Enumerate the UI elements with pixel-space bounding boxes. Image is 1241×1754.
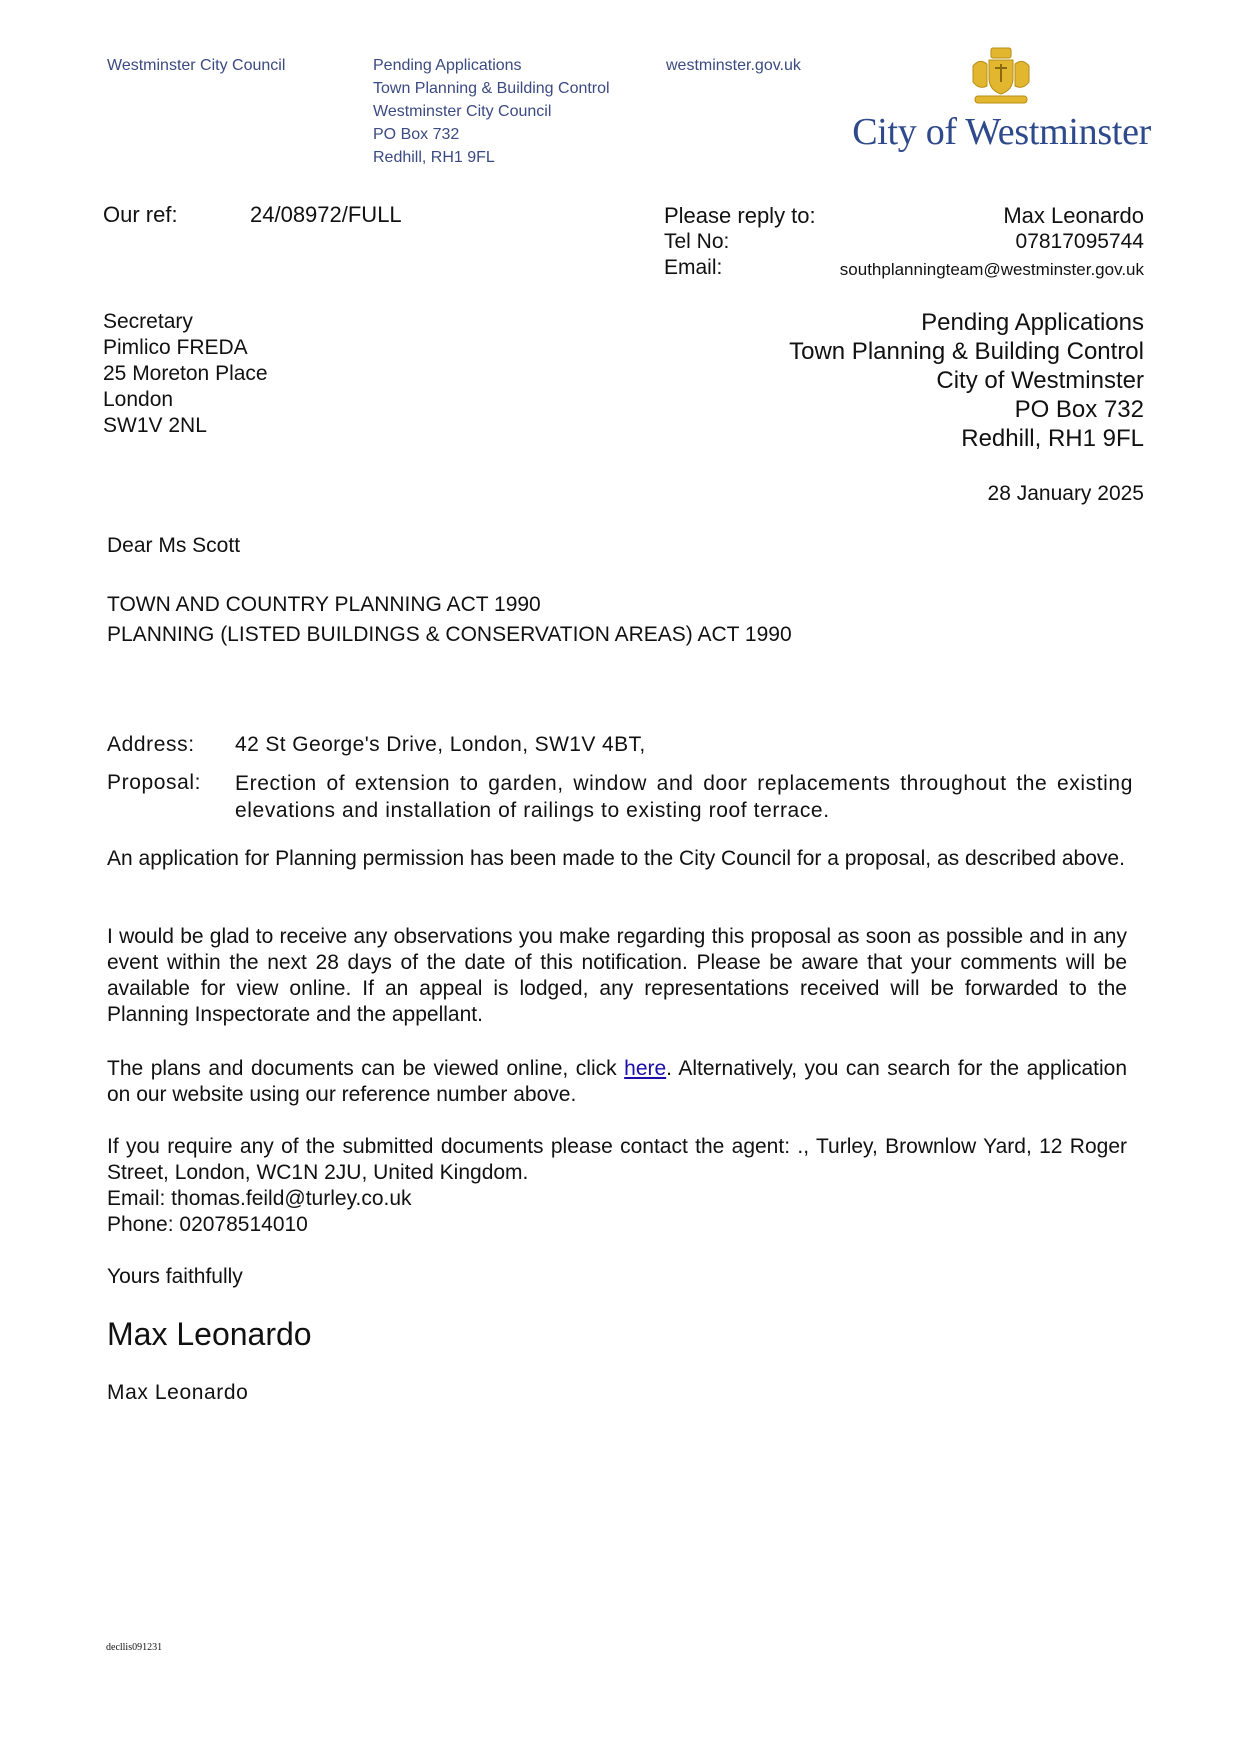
acts-heading: TOWN AND COUNTRY PLANNING ACT 1990 PLANNING (LISTED BUILDINGS & CONSERVATION AREAS) ACT 1990 <box>107 593 792 646</box>
website-link[interactable]: westminster.gov.uk <box>666 57 801 74</box>
signatory-name: Max Leonardo <box>107 1381 249 1404</box>
reference-label: Our ref: <box>103 202 178 227</box>
logo-wordmark: City of Westminster <box>852 111 1151 153</box>
footer-code: decllis091231 <box>106 1642 163 1653</box>
agent-email: Email: thomas.feild@turley.co.uk <box>107 1187 412 1210</box>
reference-value: 24/08972/FULL <box>250 202 402 227</box>
crest-icon <box>965 46 1037 108</box>
sender-address: Pending Applications Town Planning & Building Control City of Westminster PO Box 732 Redhill, RH1 9FL <box>789 309 1144 452</box>
email-label: Email: <box>664 256 723 279</box>
recipient-address: Secretary Pimlico FREDA 25 Moreton Place London SW1V 2NL <box>103 310 268 437</box>
agent-phone: Phone: 02078514010 <box>107 1213 308 1236</box>
reply-name: Max Leonardo <box>1003 203 1144 228</box>
tel-label: Tel No: <box>664 230 730 253</box>
here-link[interactable]: here <box>624 1057 667 1080</box>
address-value: 42 St George's Drive, London, SW1V 4BT, <box>235 733 646 756</box>
paragraph-plans: The plans and documents can be viewed online, click here. Alternatively, you can search for the application on our website using our reference number above. <box>107 1057 1127 1106</box>
department-address: Pending Applications Town Planning & Building Control Westminster City Council PO Box 732 Redhill, RH1 9FL <box>373 57 610 166</box>
proposal-label: Proposal: <box>107 771 202 794</box>
tel-number: 07817095744 <box>1015 230 1144 253</box>
council-name: Westminster City Council <box>107 57 286 74</box>
reply-label: Please reply to: <box>664 203 816 228</box>
city-of-westminster-logo <box>852 46 1155 156</box>
paragraph-agent: If you require any of the submitted documents please contact the agent: ., Turley, Brownlow Yard, 12 Roger Street, London, WC1N 2JU, United Kingdom. Email: thomas.feild@turley.co.uk Phone: 02078514010 <box>107 1135 1127 1236</box>
paragraph-observations: I would be glad to receive any observations you make regarding this proposal as soon as possible and in any event within the next 28 days of the date of this notification. Please be aware that your comments will be available for view online. If an appeal is lodged, any representations received will be forwarded to the Planning Inspectorate and the appellant. <box>107 925 1127 1026</box>
address-label: Address: <box>107 733 195 756</box>
email-address[interactable]: southplanningteam@westminster.gov.uk <box>839 260 1144 279</box>
paragraph-application: An application for Planning permission has been made to the City Council for a proposal, as described above. <box>107 847 1125 870</box>
proposal-value: Erection of extension to garden, window and door replacements throughout the existing elevations and installation of railings to existing roof terrace. <box>235 772 1133 822</box>
signature: Max Leonardo <box>107 1316 312 1352</box>
salutation: Dear Ms Scott <box>107 534 241 557</box>
letter-date: 28 January 2025 <box>987 482 1144 505</box>
closing: Yours faithfully <box>107 1265 243 1288</box>
